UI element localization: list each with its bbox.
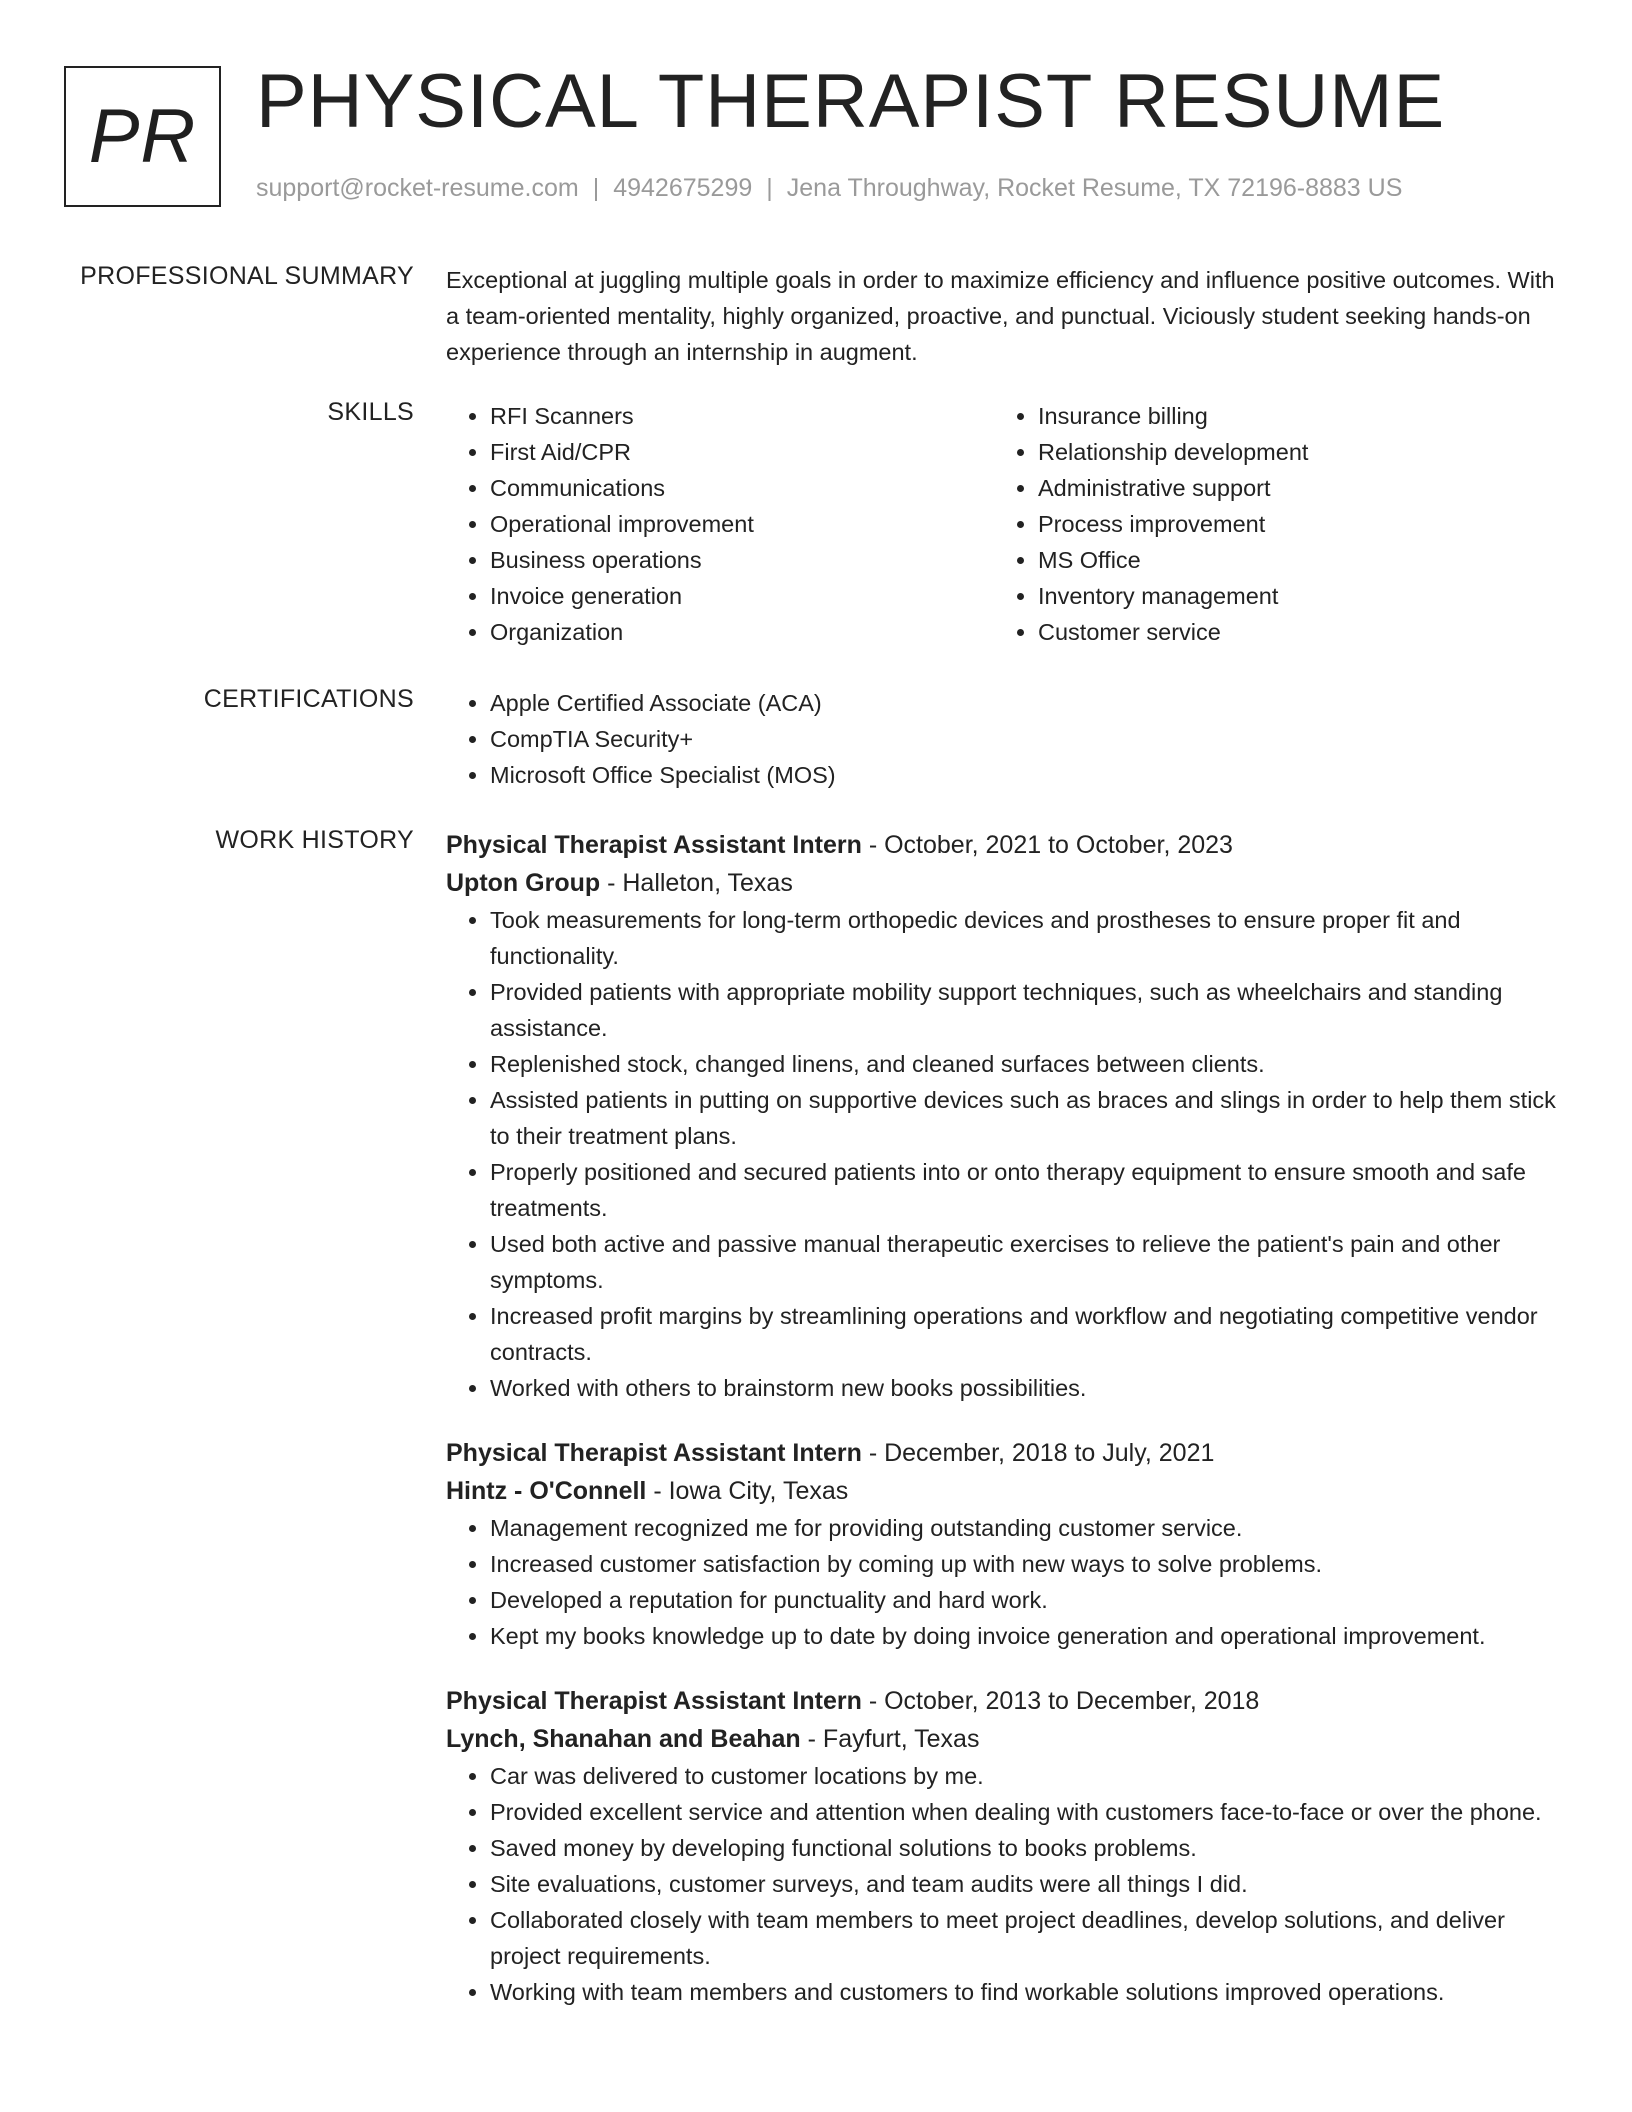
- job-bullet: • Worked with others to brainstorm new books possibilities.: [490, 1370, 1570, 1406]
- job-bullet: • Used both active and passive manual therapeutic exercises to relieve the patient's pain and other symptoms.: [490, 1226, 1570, 1298]
- job-title-line: [446, 1682, 1570, 1720]
- job-bullet: • Took measurements for long-term orthopedic devices and prostheses to ensure proper fit and functionality.: [490, 902, 1570, 974]
- skill-item: • Communications: [490, 470, 994, 506]
- skill-item: • Organization: [490, 614, 994, 650]
- skill-item: • Inventory management: [1038, 578, 1542, 614]
- skills-heading: SKILLS: [327, 398, 414, 426]
- job-bullet: • Working with team members and customers to find workable solutions improved operations.: [490, 1974, 1570, 2010]
- contact-email[interactable]: support@rocket-resume.com: [256, 174, 579, 202]
- job-bullet: • Management recognized me for providing outstanding customer service.: [490, 1510, 1570, 1546]
- skill-item: • MS Office: [1038, 542, 1542, 578]
- job-location: - Halleton, Texas: [600, 869, 793, 897]
- skill-item: • Business operations: [490, 542, 994, 578]
- job-company: Hintz - O'Connell: [446, 1477, 647, 1505]
- job-dates: - October, 2013 to December, 2018: [861, 1687, 1260, 1715]
- skills-list-right: [994, 398, 1542, 650]
- job-bullet: • Provided patients with appropriate mobility support techniques, such as wheelchairs and standing assistance.: [490, 974, 1570, 1046]
- job-bullet: • Replenished stock, changed linens, and cleaned surfaces between clients.: [490, 1046, 1570, 1082]
- job-bullet: • Collaborated closely with team members to meet project deadlines, develop solutions, and deliver project requirements.: [490, 1902, 1570, 1974]
- job-bullet: • Kept my books knowledge up to date by doing invoice generation and operational improvement.: [490, 1618, 1570, 1654]
- job-location: - Fayfurt, Texas: [800, 1725, 980, 1753]
- job-entry: [446, 826, 1570, 1406]
- job-bullet: • Car was delivered to customer locations by me.: [490, 1758, 1570, 1794]
- contact-line: [256, 174, 1402, 203]
- job-role: Physical Therapist Assistant Intern: [446, 1687, 862, 1715]
- skill-item: • RFI Scanners: [490, 398, 994, 434]
- job-bullets: [446, 902, 1570, 1406]
- skill-item: • Operational improvement: [490, 506, 994, 542]
- skill-item: • Process improvement: [1038, 506, 1542, 542]
- job-dates: - December, 2018 to July, 2021: [861, 1439, 1215, 1467]
- job-bullet: • Assisted patients in putting on supportive devices such as braces and slings in order to help them stick to their treatment plans.: [490, 1082, 1570, 1154]
- job-company-line: [446, 1720, 1570, 1758]
- work-history-body: [446, 826, 1570, 2038]
- job-entry: [446, 1682, 1570, 2010]
- certification-item: • Apple Certified Associate (ACA): [490, 685, 1570, 721]
- job-bullet: • Site evaluations, customer surveys, and team audits were all things I did.: [490, 1866, 1570, 1902]
- contact-separator: |: [592, 174, 600, 202]
- certifications-body: [446, 685, 1570, 793]
- job-company-line: [446, 1472, 1570, 1510]
- monogram-text: PR: [88, 94, 197, 179]
- job-bullet: • Increased customer satisfaction by coming up with new ways to solve problems.: [490, 1546, 1570, 1582]
- work-history-heading: WORK HISTORY: [215, 826, 414, 854]
- job-location: - Iowa City, Texas: [646, 1477, 849, 1505]
- skill-item: • Relationship development: [1038, 434, 1542, 470]
- resume-title: PHYSICAL THERAPIST RESUME: [256, 59, 1446, 144]
- job-company: Upton Group: [446, 869, 601, 897]
- monogram-logo: [64, 66, 221, 207]
- skill-item: • Administrative support: [1038, 470, 1542, 506]
- skill-item: • Insurance billing: [1038, 398, 1542, 434]
- contact-separator: |: [766, 174, 773, 202]
- job-bullet: • Saved money by developing functional solutions to books problems.: [490, 1830, 1570, 1866]
- certifications-list: [446, 685, 1570, 793]
- job-bullets: [446, 1510, 1570, 1654]
- contact-phone[interactable]: 4942675299: [613, 174, 753, 202]
- job-company: Lynch, Shanahan and Beahan: [446, 1725, 801, 1753]
- skills-list-left: [446, 398, 994, 650]
- contact-address: Jena Throughway, Rocket Resume, TX 72196-8883 US: [786, 174, 1403, 202]
- job-role: Physical Therapist Assistant Intern: [446, 831, 862, 859]
- summary-heading: PROFESSIONAL SUMMARY: [80, 262, 414, 290]
- job-bullet: • Developed a reputation for punctuality and hard work.: [490, 1582, 1570, 1618]
- skill-item: • Invoice generation: [490, 578, 994, 614]
- job-title-line: [446, 826, 1570, 864]
- job-bullet: • Increased profit margins by streamlining operations and workflow and negotiating competitive vendor contracts.: [490, 1298, 1570, 1370]
- job-bullet: • Provided excellent service and attention when dealing with customers face-to-face or over the phone.: [490, 1794, 1570, 1830]
- certification-item: • Microsoft Office Specialist (MOS): [490, 757, 1570, 793]
- job-bullets: [446, 1758, 1570, 2010]
- skill-item: • Customer service: [1038, 614, 1542, 650]
- job-role: Physical Therapist Assistant Intern: [446, 1439, 862, 1467]
- job-dates: - October, 2021 to October, 2023: [861, 831, 1233, 859]
- job-bullet: • Properly positioned and secured patients into or onto therapy equipment to ensure smooth and safe treatments.: [490, 1154, 1570, 1226]
- skills-body: [446, 398, 1570, 650]
- job-title-line: [446, 1434, 1570, 1472]
- summary-text: Exceptional at juggling multiple goals in order to maximize efficiency and influence positive outcomes. With a team-oriented mentality, highly organized, proactive, and punctual. Viciously student seeking hands-on experience through an internship in augment.: [446, 267, 1555, 365]
- skill-item: • First Aid/CPR: [490, 434, 994, 470]
- job-company-line: [446, 864, 1570, 902]
- certifications-heading: CERTIFICATIONS: [203, 685, 414, 713]
- job-entry: [446, 1434, 1570, 1654]
- certification-item: • CompTIA Security+: [490, 721, 1570, 757]
